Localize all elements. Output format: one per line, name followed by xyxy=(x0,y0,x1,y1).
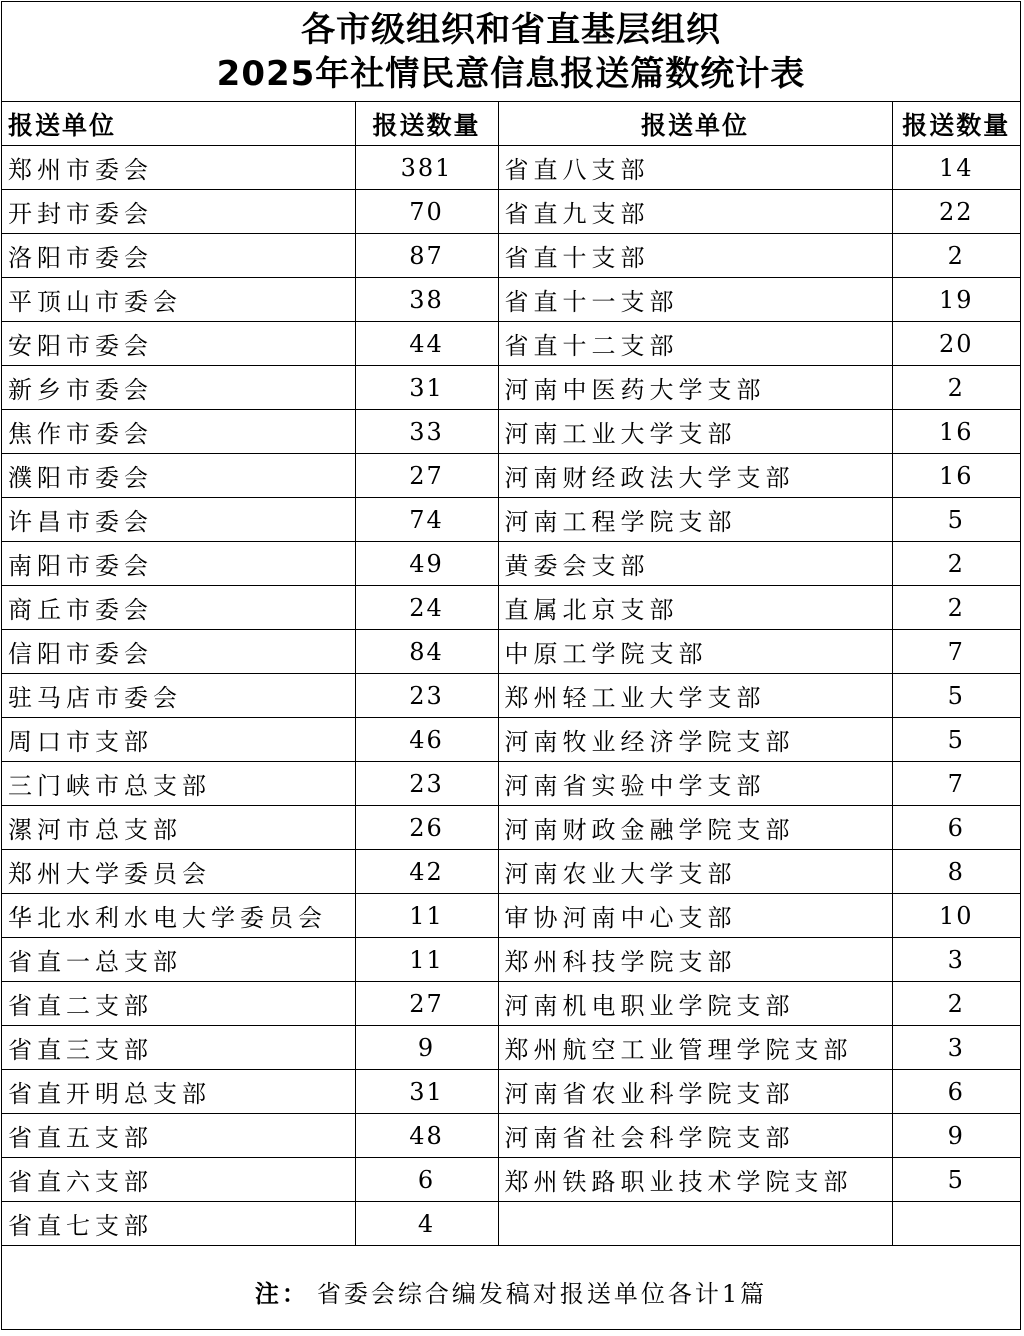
right-unit-cell: 中原工学院支部 xyxy=(498,630,892,674)
left-count-cell: 70 xyxy=(355,190,498,234)
table-row xyxy=(2,454,1020,498)
right-unit-cell: 郑州铁路职业技术学院支部 xyxy=(498,1158,892,1202)
right-unit-cell: 河南农业大学支部 xyxy=(498,850,892,894)
right-unit-cell: 郑州航空工业管理学院支部 xyxy=(498,1026,892,1070)
title-line-2: 2025年社情民意信息报送篇数统计表 xyxy=(216,53,806,94)
right-unit-cell: 省直九支部 xyxy=(498,190,892,234)
left-count-cell: 11 xyxy=(355,938,498,982)
left-unit-cell: 洛阳市委会 xyxy=(2,234,355,278)
right-unit-cell: 河南机电职业学院支部 xyxy=(498,982,892,1026)
table-row xyxy=(2,498,1020,542)
table-row xyxy=(2,410,1020,454)
right-count-cell: 16 xyxy=(892,410,1020,454)
left-unit-cell: 省直七支部 xyxy=(2,1202,355,1246)
left-unit-cell: 商丘市委会 xyxy=(2,586,355,630)
table-row xyxy=(2,1026,1020,1070)
right-unit-cell: 河南省社会科学院支部 xyxy=(498,1114,892,1158)
left-count-cell: 27 xyxy=(355,454,498,498)
table-row xyxy=(2,982,1020,1026)
right-unit-cell: 郑州轻工业大学支部 xyxy=(498,674,892,718)
left-unit-cell: 省直一总支部 xyxy=(2,938,355,982)
left-unit-cell: 郑州市委会 xyxy=(2,146,355,190)
title-line-1: 各市级组织和省直基层组织 xyxy=(301,9,721,50)
table-row xyxy=(2,806,1020,850)
left-unit-cell: 南阳市委会 xyxy=(2,542,355,586)
left-unit-cell: 华北水利水电大学委员会 xyxy=(2,894,355,938)
table-body xyxy=(2,146,1020,1246)
left-unit-cell: 焦作市委会 xyxy=(2,410,355,454)
left-count-cell: 24 xyxy=(355,586,498,630)
table-row xyxy=(2,586,1020,630)
right-count-cell: 2 xyxy=(892,234,1020,278)
right-unit-cell: 审协河南中心支部 xyxy=(498,894,892,938)
left-unit-cell: 漯河市总支部 xyxy=(2,806,355,850)
left-count-cell: 87 xyxy=(355,234,498,278)
right-count-cell: 2 xyxy=(892,366,1020,410)
left-count-cell: 26 xyxy=(355,806,498,850)
table-row xyxy=(2,762,1020,806)
right-count-cell: 5 xyxy=(892,1158,1020,1202)
left-unit-cell: 信阳市委会 xyxy=(2,630,355,674)
right-unit-cell: 郑州科技学院支部 xyxy=(498,938,892,982)
right-unit-cell: 河南财经政法大学支部 xyxy=(498,454,892,498)
left-count-cell: 31 xyxy=(355,366,498,410)
right-unit-cell: 省直八支部 xyxy=(498,146,892,190)
right-count-cell: 14 xyxy=(892,146,1020,190)
header-unit-left: 报送单位 xyxy=(2,102,355,146)
right-count-cell: 5 xyxy=(892,674,1020,718)
right-unit-cell: 省直十一支部 xyxy=(498,278,892,322)
left-count-cell: 48 xyxy=(355,1114,498,1158)
right-count-cell: 6 xyxy=(892,1070,1020,1114)
right-unit-cell: 省直十支部 xyxy=(498,234,892,278)
right-count-cell: 19 xyxy=(892,278,1020,322)
right-count-cell: 6 xyxy=(892,806,1020,850)
right-count-cell: 5 xyxy=(892,718,1020,762)
table-row xyxy=(2,630,1020,674)
left-count-cell: 33 xyxy=(355,410,498,454)
right-count-cell: 9 xyxy=(892,1114,1020,1158)
table-row xyxy=(2,938,1020,982)
right-count-cell: 3 xyxy=(892,938,1020,982)
table-row xyxy=(2,278,1020,322)
table-row xyxy=(2,146,1020,190)
right-count-cell: 3 xyxy=(892,1026,1020,1070)
left-unit-cell: 许昌市委会 xyxy=(2,498,355,542)
table-row xyxy=(2,234,1020,278)
header-row xyxy=(2,102,1020,146)
title-block xyxy=(2,2,1020,102)
table-row xyxy=(2,1158,1020,1202)
left-unit-cell: 驻马店市委会 xyxy=(2,674,355,718)
left-count-cell: 6 xyxy=(355,1158,498,1202)
footnote-label: 注： xyxy=(254,1279,309,1308)
right-count-cell: 2 xyxy=(892,982,1020,1026)
left-count-cell: 381 xyxy=(355,146,498,190)
header-count-right: 报送数量 xyxy=(892,102,1020,146)
right-count-cell: 20 xyxy=(892,322,1020,366)
statistics-sheet xyxy=(1,1,1021,1330)
left-unit-cell: 省直开明总支部 xyxy=(2,1070,355,1114)
right-count-cell: 10 xyxy=(892,894,1020,938)
left-count-cell: 84 xyxy=(355,630,498,674)
right-count-cell: 7 xyxy=(892,762,1020,806)
left-count-cell: 9 xyxy=(355,1026,498,1070)
left-count-cell: 27 xyxy=(355,982,498,1026)
right-count-cell: 7 xyxy=(892,630,1020,674)
right-unit-cell: 河南牧业经济学院支部 xyxy=(498,718,892,762)
table-row xyxy=(2,366,1020,410)
left-unit-cell: 开封市委会 xyxy=(2,190,355,234)
report-table xyxy=(2,102,1020,1246)
left-count-cell: 42 xyxy=(355,850,498,894)
right-unit-cell xyxy=(498,1202,892,1246)
left-unit-cell: 新乡市委会 xyxy=(2,366,355,410)
table-row xyxy=(2,1070,1020,1114)
table-row xyxy=(2,322,1020,366)
right-unit-cell: 河南中医药大学支部 xyxy=(498,366,892,410)
right-unit-cell: 直属北京支部 xyxy=(498,586,892,630)
header-count-left: 报送数量 xyxy=(355,102,498,146)
table-row xyxy=(2,190,1020,234)
right-unit-cell: 黄委会支部 xyxy=(498,542,892,586)
left-unit-cell: 三门峡市总支部 xyxy=(2,762,355,806)
left-count-cell: 23 xyxy=(355,762,498,806)
right-unit-cell: 河南工程学院支部 xyxy=(498,498,892,542)
table-row xyxy=(2,1202,1020,1246)
left-count-cell: 49 xyxy=(355,542,498,586)
left-unit-cell: 省直五支部 xyxy=(2,1114,355,1158)
left-count-cell: 4 xyxy=(355,1202,498,1246)
left-count-cell: 31 xyxy=(355,1070,498,1114)
table-row xyxy=(2,850,1020,894)
left-count-cell: 74 xyxy=(355,498,498,542)
table-row xyxy=(2,542,1020,586)
right-unit-cell: 省直十二支部 xyxy=(498,322,892,366)
left-unit-cell: 省直三支部 xyxy=(2,1026,355,1070)
table-row xyxy=(2,1114,1020,1158)
right-unit-cell: 河南省农业科学院支部 xyxy=(498,1070,892,1114)
left-unit-cell: 省直六支部 xyxy=(2,1158,355,1202)
table-row xyxy=(2,674,1020,718)
left-count-cell: 23 xyxy=(355,674,498,718)
right-count-cell: 2 xyxy=(892,542,1020,586)
left-unit-cell: 濮阳市委会 xyxy=(2,454,355,498)
table-row xyxy=(2,718,1020,762)
left-unit-cell: 周口市支部 xyxy=(2,718,355,762)
right-unit-cell: 河南省实验中学支部 xyxy=(498,762,892,806)
left-count-cell: 11 xyxy=(355,894,498,938)
right-count-cell: 5 xyxy=(892,498,1020,542)
footnote xyxy=(2,1246,1020,1336)
right-unit-cell: 河南财政金融学院支部 xyxy=(498,806,892,850)
right-count-cell xyxy=(892,1202,1020,1246)
left-count-cell: 44 xyxy=(355,322,498,366)
left-unit-cell: 郑州大学委员会 xyxy=(2,850,355,894)
right-count-cell: 2 xyxy=(892,586,1020,630)
left-count-cell: 46 xyxy=(355,718,498,762)
footnote-text: 省委会综合编发稿对报送单位各计1篇 xyxy=(316,1279,768,1308)
header-unit-right: 报送单位 xyxy=(498,102,892,146)
right-unit-cell: 河南工业大学支部 xyxy=(498,410,892,454)
left-count-cell: 38 xyxy=(355,278,498,322)
left-unit-cell: 省直二支部 xyxy=(2,982,355,1026)
right-count-cell: 16 xyxy=(892,454,1020,498)
right-count-cell: 8 xyxy=(892,850,1020,894)
left-unit-cell: 平顶山市委会 xyxy=(2,278,355,322)
left-unit-cell: 安阳市委会 xyxy=(2,322,355,366)
table-row xyxy=(2,894,1020,938)
right-count-cell: 22 xyxy=(892,190,1020,234)
